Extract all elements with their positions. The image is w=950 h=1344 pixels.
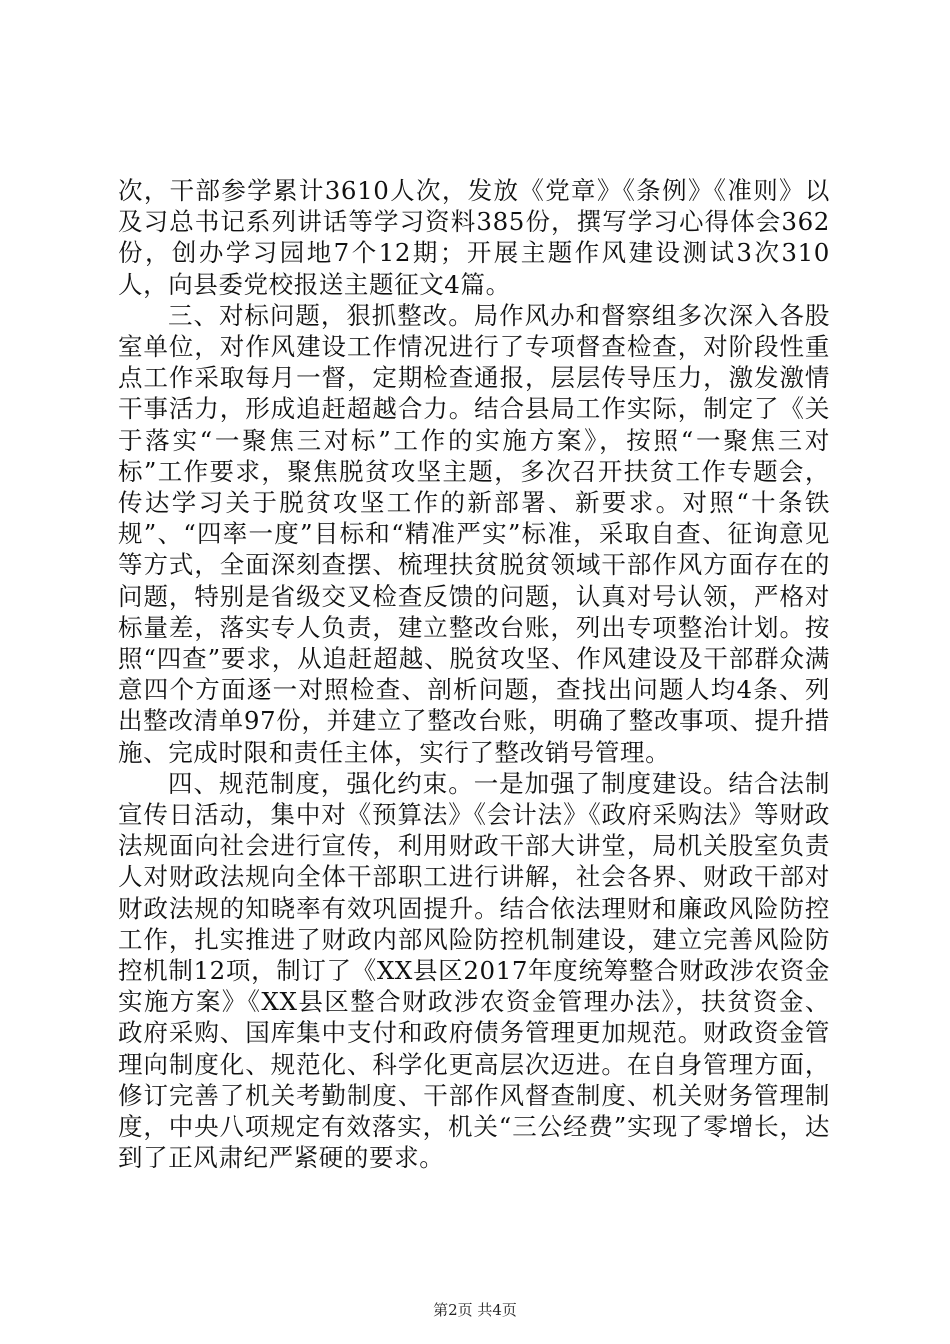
paragraph-section-three: 三、对标问题，狠抓整改。局作风办和督察组多次深入各股室单位，对作风建设工作情况进行了专项督查检查，对阶段性重点工作采取每月一督，定期检查通报，层层传导压力，激发激情干事活力，形成追赶超越合力。结合县局工作实际，制定了《关于落实“一聚焦三对标”工作的实施方案》，按照“一聚焦三对标”工作要求，聚焦脱贫攻坚主题，多次召开扶贫工作专题会，传达学习关于脱贫攻坚工作的新部署、新要求。对照“十条铁规”、“四率一度”目标和“精准严实”标准，采取自查、征询意见等方式，全面深刻查摆、梳理扶贫脱贫领域干部作风方面存在的问题，特别是省级交叉检查反馈的问题，认真对号认领，严格对标量差，落实专人负责，建立整改台账，列出专项整治计划。按照“四查”要求，从追赶超越、脱贫攻坚、作风建设及干部群众满意四个方面逐一对照检查、剖析问题，查找出问题人均4条、列出整改清单97份，并建立了整改台账，明确了整改事项、提升措施、完成时限和责任主体，实行了整改销号管理。 (118, 300, 830, 767)
page-footer: 第2页 共4页 (433, 1301, 517, 1319)
paragraph-continuation: 次，干部参学累计3610人次，发放《党章》《条例》《准则》以及习总书记系列讲话等学习资料385份，撰写学习心得体会362份，创办学习园地7个12期；开展主题作风建设测试3次310人，向县委党校报送主题征文4篇。 (118, 176, 830, 299)
document-body (118, 175, 830, 1174)
paragraph-section-four: 四、规范制度，强化约束。一是加强了制度建设。结合法制宣传日活动，集中对《预算法》《会计法》《政府采购法》等财政法规面向社会进行宣传，利用财政干部大讲堂，局机关股室负责人对财政法规向全体干部职工进行讲解，社会各界、财政干部对财政法规的知晓率有效巩固提升。结合依法理财和廉政风险防控工作，扎实推进了财政内部风险防控机制建设，建立完善风险防控机制12项，制订了《XX县区2017年度统筹整合财政涉农资金实施方案》《XX县区整合财政涉农资金管理办法》，扶贫资金、政府采购、国库集中支付和政府债务管理更加规范。财政资金管理向制度化、规范化、科学化更高层次迈进。在自身管理方面，修订完善了机关考勤制度、干部作风督查制度、机关财务管理制度，中央八项规定有效落实，机关“三公经费”实现了零增长，达到了正风肃纪严紧硬的要求。 (118, 768, 830, 1173)
